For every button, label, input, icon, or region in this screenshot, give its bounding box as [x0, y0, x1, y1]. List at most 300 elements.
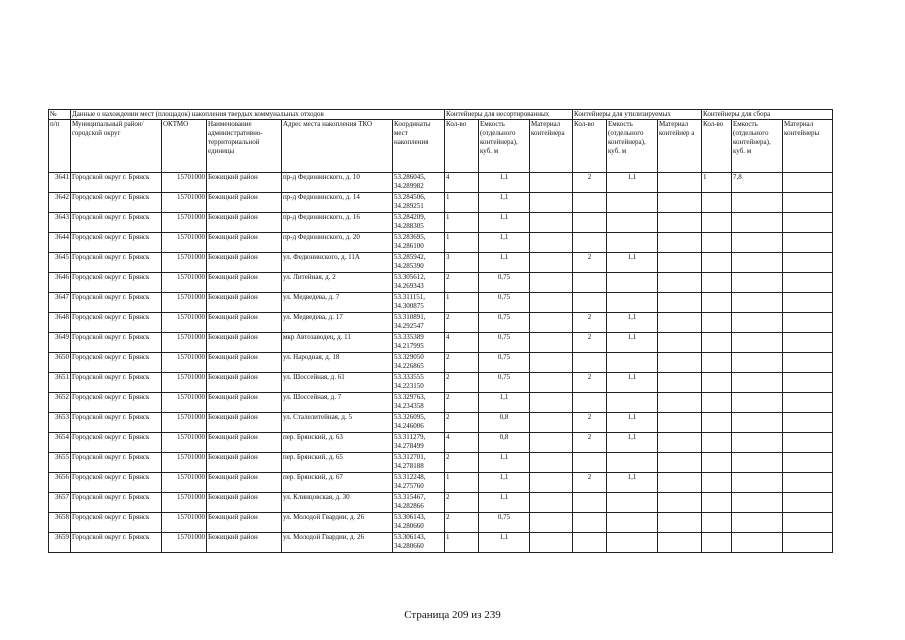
recyclable-count-cell	[573, 233, 607, 253]
collect-material-cell	[783, 393, 833, 413]
coords-cell	[393, 253, 445, 273]
address-cell: ул. Медведева, д. 17	[282, 313, 393, 333]
coords-cell	[393, 513, 445, 533]
district-cell: Городской округ г. Брянск	[71, 233, 162, 253]
unsorted-capacity-cell: 1,1	[479, 473, 530, 493]
row-number: 3651	[49, 373, 71, 393]
unsorted-count-cell: 1	[445, 533, 479, 553]
unsorted-capacity-cell: 0,75	[479, 313, 530, 333]
longitude-value: 34.286100	[394, 242, 424, 250]
recyclable-capacity-cell: 1,1	[607, 473, 658, 493]
admin-unit-cell: Бежицкий район	[207, 433, 282, 453]
address-cell: мкр Автозаводец, д. 11	[282, 333, 393, 353]
collect-count-cell: 1	[702, 173, 732, 193]
unsorted-material-cell	[530, 193, 573, 213]
recyclable-count-cell	[573, 393, 607, 413]
coords-cell	[393, 533, 445, 553]
unsorted-material-cell	[530, 493, 573, 513]
admin-unit-cell: Бежицкий район	[207, 493, 282, 513]
unsorted-capacity-cell: 1,1	[479, 453, 530, 473]
oktmo-cell: 15701000	[162, 393, 207, 413]
longitude-value: 34.278499	[394, 442, 424, 450]
coords-cell	[393, 373, 445, 393]
district-cell: Городской округ г. Брянск	[71, 353, 162, 373]
district-cell: Городской округ г. Брянск	[71, 253, 162, 273]
collect-capacity-cell	[732, 413, 783, 433]
recyclable-count-cell	[573, 353, 607, 373]
admin-unit-cell: Бежицкий район	[207, 373, 282, 393]
unsorted-material-cell	[530, 213, 573, 233]
address-cell: ул. Клинцовская, д. 30	[282, 493, 393, 513]
address-cell: ул. Народная, д. 18	[282, 353, 393, 373]
collect-count-cell	[702, 313, 732, 333]
longitude-value: 34.289982	[394, 182, 424, 190]
collect-count-cell	[702, 293, 732, 313]
longitude-value: 34.234358	[394, 402, 424, 410]
latitude-value: 53.335389	[394, 333, 424, 341]
latitude-value: 53.329050	[394, 353, 424, 361]
collect-capacity-cell	[732, 473, 783, 493]
address-cell: пр-д Федюнинского, д. 10	[282, 173, 393, 193]
latitude-value: 53.305612,	[394, 273, 426, 281]
unsorted-capacity-cell: 0,8	[479, 413, 530, 433]
header-group-collect: Контейнеры для сбора	[702, 110, 833, 120]
unsorted-material-cell	[530, 233, 573, 253]
recyclable-count-cell	[573, 293, 607, 313]
unsorted-count-cell: 2	[445, 313, 479, 333]
admin-unit-cell: Бежицкий район	[207, 213, 282, 233]
recyclable-count-cell	[573, 533, 607, 553]
collect-capacity-cell	[732, 313, 783, 333]
district-cell: Городской округ г. Брянск	[71, 533, 162, 553]
admin-unit-cell: Бежицкий район	[207, 393, 282, 413]
recyclable-material-cell	[658, 233, 702, 253]
header-c3-count: Кол-во	[702, 120, 732, 173]
unsorted-material-cell	[530, 313, 573, 333]
recyclable-count-cell: 2	[573, 313, 607, 333]
latitude-value: 53.312248,	[394, 473, 426, 481]
latitude-value: 53.286045,	[394, 173, 426, 181]
latitude-value: 53.333555	[394, 373, 424, 381]
address-cell: ул. Шоссейная, д. 7	[282, 393, 393, 413]
recyclable-material-cell	[658, 353, 702, 373]
row-number: 3655	[49, 453, 71, 473]
collect-capacity-cell: 7,8	[732, 173, 783, 193]
address-cell: пр-д Федюнинского, д. 20	[282, 233, 393, 253]
row-number: 3641	[49, 173, 71, 193]
unsorted-capacity-cell: 1,1	[479, 393, 530, 413]
collect-material-cell	[783, 313, 833, 333]
header-address: Адрес места накопления ТКО	[282, 120, 393, 173]
oktmo-cell: 15701000	[162, 453, 207, 473]
recyclable-capacity-cell	[607, 493, 658, 513]
collect-capacity-cell	[732, 213, 783, 233]
unsorted-capacity-cell: 0,75	[479, 293, 530, 313]
oktmo-cell: 15701000	[162, 513, 207, 533]
oktmo-cell: 15701000	[162, 533, 207, 553]
row-number: 3645	[49, 253, 71, 273]
address-cell: пер. Брянский, д. 67	[282, 473, 393, 493]
recyclable-count-cell: 2	[573, 433, 607, 453]
table-row	[49, 413, 833, 433]
collect-capacity-cell	[732, 353, 783, 373]
header-district: Муниципальный район/городской округ	[71, 120, 162, 173]
unsorted-capacity-cell: 0,75	[479, 353, 530, 373]
coords-cell	[393, 193, 445, 213]
recyclable-capacity-cell: 1,1	[607, 413, 658, 433]
table-row	[49, 313, 833, 333]
recyclable-count-cell	[573, 513, 607, 533]
unsorted-material-cell	[530, 373, 573, 393]
longitude-value: 34.285390	[394, 262, 424, 270]
admin-unit-cell: Бежицкий район	[207, 173, 282, 193]
table-row	[49, 433, 833, 453]
latitude-value: 53.283695,	[394, 233, 426, 241]
row-number: 3657	[49, 493, 71, 513]
unsorted-count-cell: 2	[445, 493, 479, 513]
unsorted-capacity-cell: 1,1	[479, 193, 530, 213]
admin-unit-cell: Бежицкий район	[207, 193, 282, 213]
oktmo-cell: 15701000	[162, 173, 207, 193]
district-cell: Городской округ г. Брянск	[71, 373, 162, 393]
unsorted-capacity-cell: 0,75	[479, 333, 530, 353]
unsorted-material-cell	[530, 413, 573, 433]
row-number: 3656	[49, 473, 71, 493]
collect-material-cell	[783, 293, 833, 313]
collect-capacity-cell	[732, 333, 783, 353]
coords-cell	[393, 433, 445, 453]
collect-count-cell	[702, 233, 732, 253]
table-row	[49, 393, 833, 413]
recyclable-material-cell	[658, 533, 702, 553]
district-cell: Городской округ г. Брянск	[71, 173, 162, 193]
collect-count-cell	[702, 433, 732, 453]
recyclable-material-cell	[658, 213, 702, 233]
longitude-value: 34.289251	[394, 202, 424, 210]
district-cell: Городской округ г. Брянск	[71, 293, 162, 313]
coords-cell	[393, 173, 445, 193]
collect-material-cell	[783, 193, 833, 213]
table-row	[49, 193, 833, 213]
collect-material-cell	[783, 513, 833, 533]
longitude-value: 34.269343	[394, 282, 424, 290]
address-cell: ул. Сталелитейная, д. 5	[282, 413, 393, 433]
table-row	[49, 233, 833, 253]
oktmo-cell: 15701000	[162, 333, 207, 353]
table-row	[49, 253, 833, 273]
oktmo-cell: 15701000	[162, 353, 207, 373]
latitude-value: 53.329763,	[394, 393, 426, 401]
containers-table	[48, 109, 833, 553]
unsorted-capacity-cell: 0,75	[479, 373, 530, 393]
recyclable-count-cell: 2	[573, 473, 607, 493]
district-cell: Городской округ г. Брянск	[71, 453, 162, 473]
collect-material-cell	[783, 373, 833, 393]
collect-count-cell	[702, 513, 732, 533]
table-row	[49, 273, 833, 293]
unsorted-count-cell: 2	[445, 393, 479, 413]
admin-unit-cell: Бежицкий район	[207, 533, 282, 553]
district-cell: Городской округ г. Брянск	[71, 473, 162, 493]
table-row	[49, 453, 833, 473]
admin-unit-cell: Бежицкий район	[207, 513, 282, 533]
row-number: 3648	[49, 313, 71, 333]
collect-material-cell	[783, 493, 833, 513]
district-cell: Городской округ г. Брянск	[71, 313, 162, 333]
coords-cell	[393, 493, 445, 513]
unsorted-capacity-cell: 1,1	[479, 173, 530, 193]
header-coords: Координаты мест накопления	[393, 120, 445, 173]
table-row	[49, 293, 833, 313]
admin-unit-cell: Бежицкий район	[207, 273, 282, 293]
admin-unit-cell: Бежицкий район	[207, 333, 282, 353]
collect-capacity-cell	[732, 513, 783, 533]
recyclable-count-cell	[573, 453, 607, 473]
collect-capacity-cell	[732, 533, 783, 553]
recyclable-material-cell	[658, 273, 702, 293]
recyclable-capacity-cell: 1,1	[607, 333, 658, 353]
collect-material-cell	[783, 213, 833, 233]
table-body	[49, 173, 833, 553]
collect-capacity-cell	[732, 453, 783, 473]
recyclable-capacity-cell	[607, 453, 658, 473]
recyclable-count-cell	[573, 193, 607, 213]
page-number: Страница 209 из 239	[404, 609, 501, 621]
row-number: 3658	[49, 513, 71, 533]
unsorted-count-cell: 1	[445, 293, 479, 313]
collect-material-cell	[783, 413, 833, 433]
recyclable-count-cell	[573, 213, 607, 233]
longitude-value: 34.217995	[394, 342, 424, 350]
coords-cell	[393, 393, 445, 413]
recyclable-material-cell	[658, 373, 702, 393]
unsorted-count-cell: 2	[445, 273, 479, 293]
coords-cell	[393, 293, 445, 313]
row-number: 3642	[49, 193, 71, 213]
header-np: п/п	[49, 120, 71, 173]
collect-material-cell	[783, 173, 833, 193]
longitude-value: 34.246006	[394, 422, 424, 430]
recyclable-capacity-cell: 1,1	[607, 253, 658, 273]
collect-material-cell	[783, 353, 833, 373]
recyclable-material-cell	[658, 193, 702, 213]
recyclable-material-cell	[658, 473, 702, 493]
latitude-value: 53.315467,	[394, 493, 426, 501]
oktmo-cell: 15701000	[162, 313, 207, 333]
unsorted-material-cell	[530, 173, 573, 193]
latitude-value: 53.311279,	[394, 433, 426, 441]
collect-count-cell	[702, 453, 732, 473]
address-cell: ул. Шоссейная, д. 61	[282, 373, 393, 393]
unsorted-capacity-cell: 0,75	[479, 513, 530, 533]
longitude-value: 34.223150	[394, 382, 424, 390]
unsorted-material-cell	[530, 293, 573, 313]
longitude-value: 34.226865	[394, 362, 424, 370]
longitude-value: 34.292547	[394, 322, 424, 330]
recyclable-material-cell	[658, 413, 702, 433]
unsorted-material-cell	[530, 393, 573, 413]
admin-unit-cell: Бежицкий район	[207, 313, 282, 333]
unsorted-material-cell	[530, 453, 573, 473]
coords-cell	[393, 333, 445, 353]
recyclable-material-cell	[658, 433, 702, 453]
district-cell: Городской округ г. Брянск	[71, 213, 162, 233]
unsorted-count-cell: 3	[445, 253, 479, 273]
unsorted-count-cell: 1	[445, 473, 479, 493]
row-number: 3654	[49, 433, 71, 453]
table-row	[49, 533, 833, 553]
oktmo-cell: 15701000	[162, 253, 207, 273]
unsorted-count-cell: 2	[445, 513, 479, 533]
collect-count-cell	[702, 193, 732, 213]
district-cell: Городской округ г. Брянск	[71, 493, 162, 513]
oktmo-cell: 15701000	[162, 413, 207, 433]
recyclable-capacity-cell	[607, 353, 658, 373]
header-c1-count: Кол-во	[445, 120, 479, 173]
header-c2-capacity: Емкость (отдельного контейнера), куб. м	[607, 120, 658, 173]
latitude-value: 53.284506,	[394, 193, 426, 201]
table-row	[49, 473, 833, 493]
unsorted-capacity-cell: 1,1	[479, 253, 530, 273]
recyclable-count-cell: 2	[573, 173, 607, 193]
district-cell: Городской округ г. Брянск	[71, 393, 162, 413]
latitude-value: 53.285942,	[394, 253, 426, 261]
admin-unit-cell: Бежицкий район	[207, 453, 282, 473]
latitude-value: 53.326095,	[394, 413, 426, 421]
unsorted-capacity-cell: 0,8	[479, 433, 530, 453]
row-number: 3647	[49, 293, 71, 313]
oktmo-cell: 15701000	[162, 493, 207, 513]
header-group-places: Данные о нахождении мест (площадок) накопления твердых коммунальных отходов	[71, 110, 445, 120]
collect-capacity-cell	[732, 273, 783, 293]
recyclable-capacity-cell	[607, 193, 658, 213]
collect-material-cell	[783, 253, 833, 273]
unsorted-count-cell: 1	[445, 193, 479, 213]
coords-cell	[393, 353, 445, 373]
table-row	[49, 173, 833, 193]
unsorted-capacity-cell: 1,1	[479, 233, 530, 253]
admin-unit-cell: Бежицкий район	[207, 293, 282, 313]
recyclable-count-cell: 2	[573, 413, 607, 433]
recyclable-capacity-cell: 1,1	[607, 173, 658, 193]
row-number: 3653	[49, 413, 71, 433]
recyclable-material-cell	[658, 173, 702, 193]
collect-count-cell	[702, 353, 732, 373]
recyclable-material-cell	[658, 393, 702, 413]
recyclable-material-cell	[658, 513, 702, 533]
collect-material-cell	[783, 433, 833, 453]
district-cell: Городской округ г. Брянск	[71, 193, 162, 213]
address-cell: пер. Брянский, д. 63	[282, 433, 393, 453]
header-c1-capacity: Емкость (отдельного контейнера), куб. м	[479, 120, 530, 173]
row-number: 3646	[49, 273, 71, 293]
header-row-columns	[49, 120, 833, 173]
collect-material-cell	[783, 273, 833, 293]
latitude-value: 53.310891,	[394, 313, 426, 321]
longitude-value: 34.278188	[394, 462, 424, 470]
recyclable-count-cell: 2	[573, 373, 607, 393]
collect-material-cell	[783, 473, 833, 493]
header-group-recyclable: Контейнеры для утилизируемых	[573, 110, 702, 120]
recyclable-capacity-cell: 1,1	[607, 433, 658, 453]
recyclable-material-cell	[658, 333, 702, 353]
collect-material-cell	[783, 533, 833, 553]
recyclable-capacity-cell	[607, 233, 658, 253]
admin-unit-cell: Бежицкий район	[207, 353, 282, 373]
unsorted-count-cell: 2	[445, 373, 479, 393]
unsorted-material-cell	[530, 513, 573, 533]
district-cell: Городской округ г. Брянск	[71, 413, 162, 433]
latitude-value: 53.306143,	[394, 533, 426, 541]
unsorted-count-cell: 1	[445, 233, 479, 253]
recyclable-capacity-cell	[607, 213, 658, 233]
table-row	[49, 353, 833, 373]
table-row	[49, 373, 833, 393]
header-c3-capacity: Емкость (отдельного контейнера), куб. м	[732, 120, 783, 173]
unsorted-material-cell	[530, 533, 573, 553]
latitude-value: 53.312701,	[394, 453, 426, 461]
recyclable-material-cell	[658, 253, 702, 273]
oktmo-cell: 15701000	[162, 373, 207, 393]
unsorted-count-cell: 4	[445, 433, 479, 453]
recyclable-capacity-cell	[607, 393, 658, 413]
header-no: №	[49, 110, 71, 120]
oktmo-cell: 15701000	[162, 473, 207, 493]
unsorted-capacity-cell: 1,1	[479, 493, 530, 513]
admin-unit-cell: Бежицкий район	[207, 253, 282, 273]
latitude-value: 53.306143,	[394, 513, 426, 521]
collect-material-cell	[783, 453, 833, 473]
coords-cell	[393, 313, 445, 333]
recyclable-material-cell	[658, 453, 702, 473]
unsorted-count-cell: 2	[445, 413, 479, 433]
collect-capacity-cell	[732, 373, 783, 393]
address-cell: ул. Молодой Гвардии, д. 26	[282, 533, 393, 553]
district-cell: Городской округ г. Брянск	[71, 333, 162, 353]
address-cell: ул. Молодой Гвардии, д. 26	[282, 513, 393, 533]
address-cell: ул. Литейная, д. 2	[282, 273, 393, 293]
collect-count-cell	[702, 493, 732, 513]
oktmo-cell: 15701000	[162, 273, 207, 293]
collect-count-cell	[702, 533, 732, 553]
row-number: 3644	[49, 233, 71, 253]
oktmo-cell: 15701000	[162, 433, 207, 453]
coords-cell	[393, 473, 445, 493]
oktmo-cell: 15701000	[162, 233, 207, 253]
recyclable-capacity-cell	[607, 273, 658, 293]
header-row-groups	[49, 110, 833, 120]
recyclable-material-cell	[658, 493, 702, 513]
recyclable-count-cell: 2	[573, 253, 607, 273]
collect-capacity-cell	[732, 233, 783, 253]
unsorted-count-cell: 4	[445, 173, 479, 193]
collect-capacity-cell	[732, 433, 783, 453]
recyclable-count-cell: 2	[573, 333, 607, 353]
header-c3-material: Материал контейнеры	[783, 120, 833, 173]
coords-cell	[393, 453, 445, 473]
collect-capacity-cell	[732, 393, 783, 413]
table-row	[49, 513, 833, 533]
collect-count-cell	[702, 333, 732, 353]
recyclable-capacity-cell: 1,1	[607, 373, 658, 393]
district-cell: Городской округ г. Брянск	[71, 433, 162, 453]
row-number: 3659	[49, 533, 71, 553]
collect-material-cell	[783, 233, 833, 253]
district-cell: Городской округ г. Брянск	[71, 513, 162, 533]
oktmo-cell: 15701000	[162, 193, 207, 213]
unsorted-material-cell	[530, 433, 573, 453]
coords-cell	[393, 273, 445, 293]
